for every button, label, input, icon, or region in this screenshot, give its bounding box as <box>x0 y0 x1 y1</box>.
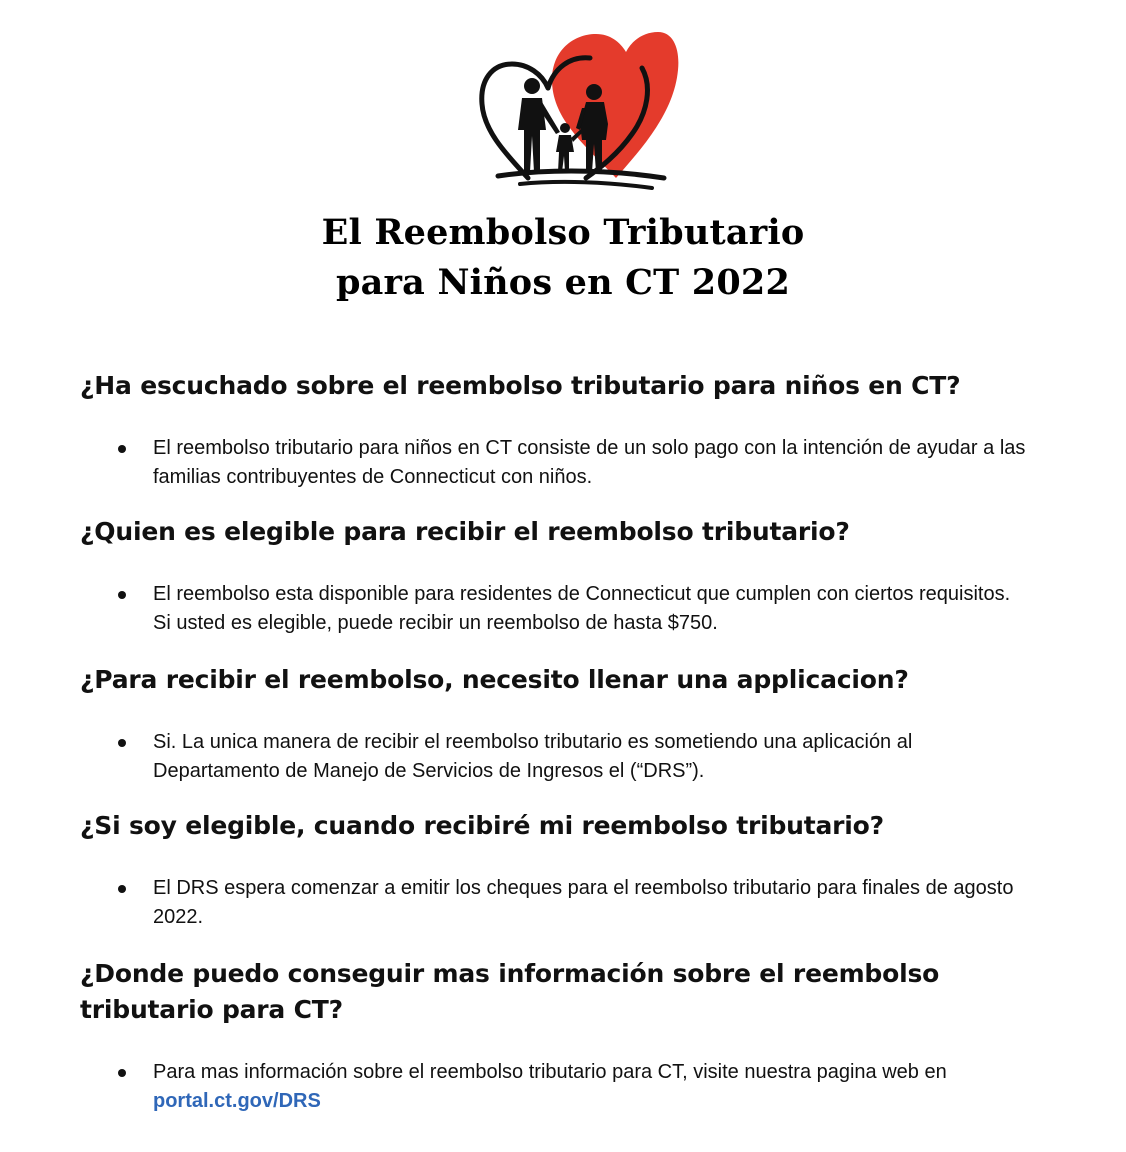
family-heart-logo <box>468 28 680 194</box>
title-line-1: El Reembolso Tributario <box>321 212 805 253</box>
faq-section-2 <box>80 514 1060 638</box>
faq-section-4 <box>80 808 1060 932</box>
faq-question: ¿Donde puedo conseguir mas información sobre el reembolso tributario para CT? <box>80 959 940 1024</box>
title-line-2: para Niños en CT 2022 <box>335 262 791 303</box>
faq-answer <box>80 728 1033 786</box>
faq-answer-text: El DRS espera comenzar a emitir los cheques para el reembolso tributario para finales de agosto 2022. <box>153 877 1014 928</box>
family-heart-icon <box>468 28 680 194</box>
faq-answer <box>80 874 1033 932</box>
bullet-icon <box>118 1069 126 1077</box>
bullet-icon <box>118 739 126 747</box>
drs-portal-link[interactable]: portal.ct.gov/DRS <box>153 1090 321 1112</box>
faq-section-1 <box>80 368 1060 492</box>
faq-section-3 <box>80 662 1060 786</box>
bullet-icon <box>118 445 126 453</box>
faq-answer-text: Para mas información sobre el reembolso tributario para CT, visite nuestra pagina web en <box>153 1061 947 1083</box>
bullet-icon <box>118 885 126 893</box>
faq-answer <box>80 434 1033 492</box>
bullet-icon <box>118 591 126 599</box>
faq-section-5 <box>80 956 1060 1116</box>
faq-answer-text: El reembolso esta disponible para residentes de Connecticut que cumplen con ciertos requisitos. Si usted es elegible, puede recibir un reembolso de hasta $750. <box>153 583 1011 634</box>
faq-question: ¿Para recibir el reembolso, necesito llenar una applicacion? <box>80 665 909 694</box>
faq-question: ¿Quien es elegible para recibir el reembolso tributario? <box>80 517 850 546</box>
page-title <box>0 208 1126 308</box>
faq-answer-text: Si. La unica manera de recibir el reembolso tributario es sometiendo una aplicación al Departamento de Manejo de Servicios de Ingresos el (“DRS”). <box>153 731 913 782</box>
faq-answer <box>80 1058 1033 1116</box>
faq-answer-text: El reembolso tributario para niños en CT consiste de un solo pago con la intención de ayudar a las familias contribuyentes de Connecticut con niños. <box>153 437 1026 488</box>
faq-answer <box>80 580 1033 638</box>
faq-question: ¿Si soy elegible, cuando recibiré mi reembolso tributario? <box>80 811 884 840</box>
faq-question: ¿Ha escuchado sobre el reembolso tributario para niños en CT? <box>80 371 961 400</box>
